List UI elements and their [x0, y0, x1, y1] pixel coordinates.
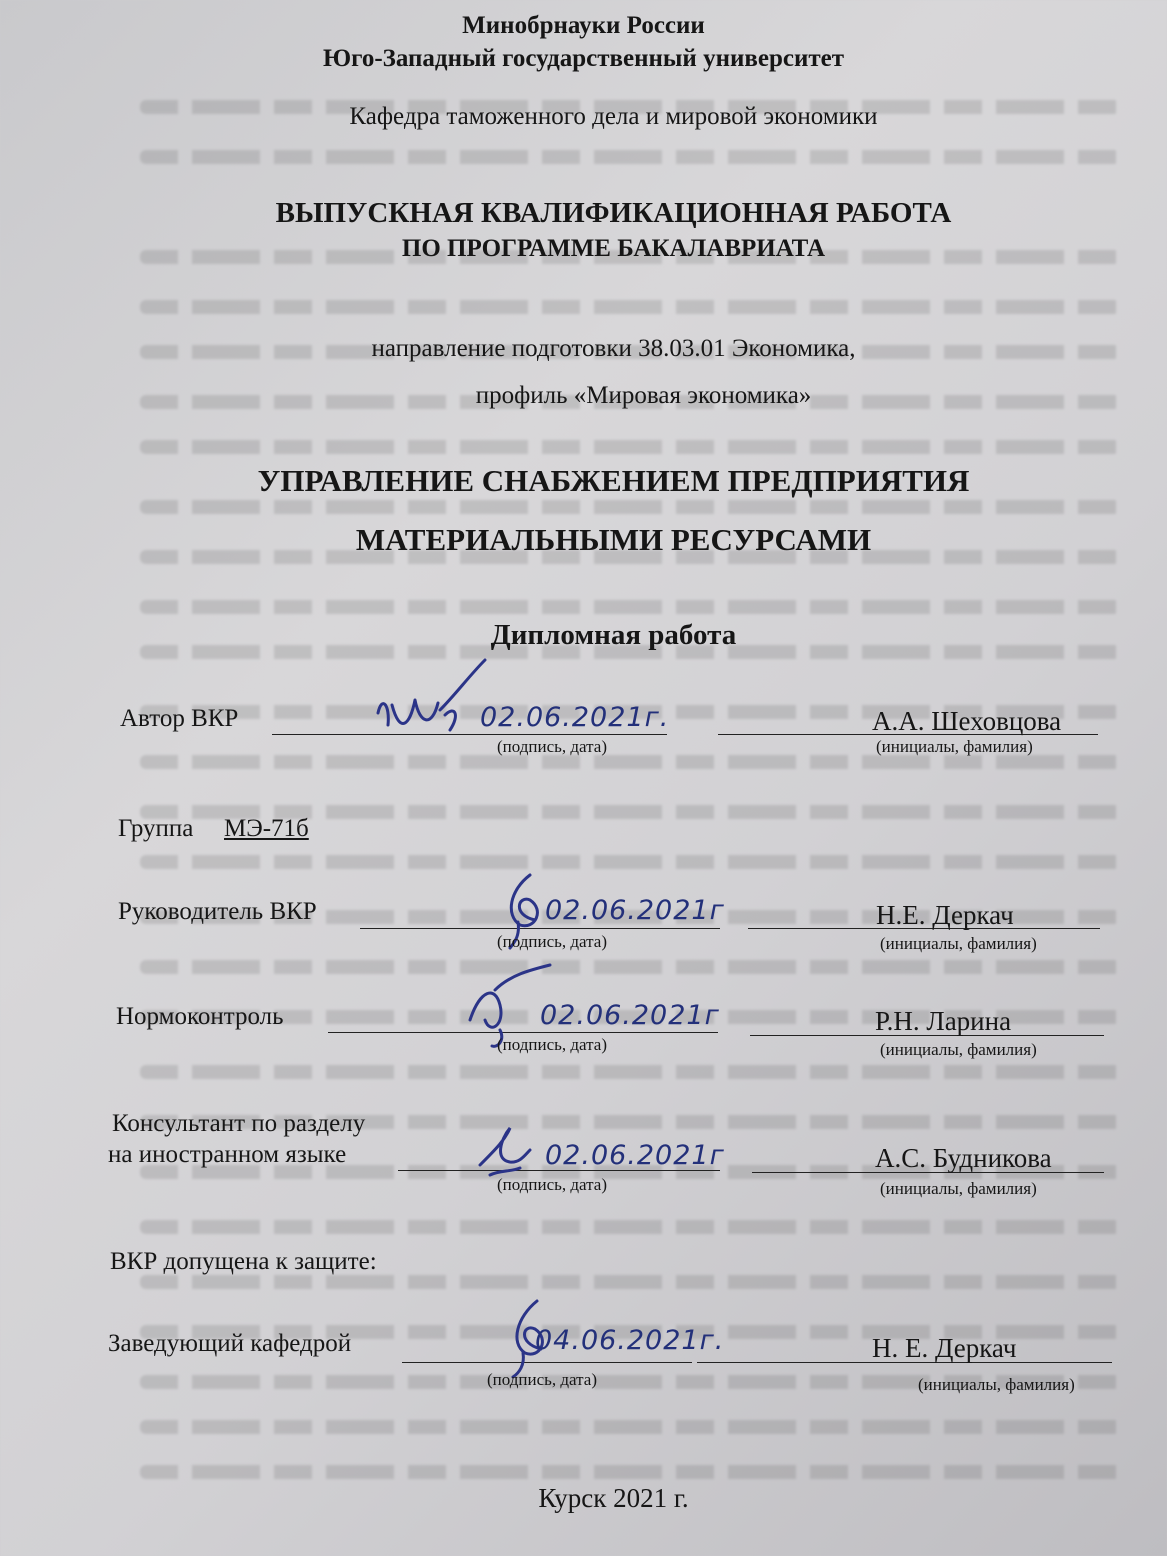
work-type-line1: ВЫПУСКНАЯ КВАЛИФИКАЦИОННАЯ РАБОТА: [275, 197, 952, 229]
department-name: Кафедра таможенного дела и мировой экономики: [349, 103, 878, 130]
ministry-name: Минобрнауки России: [462, 12, 705, 39]
admission-label: ВКР допущена к защите:: [110, 1248, 377, 1275]
work-kind: Дипломная работа: [490, 619, 737, 651]
author-signature-date: 02.06.2021г.: [480, 702, 670, 733]
city-year: Курск 2021 г.: [538, 1483, 689, 1513]
thesis-title-line1: УПРАВЛЕНИЕ СНАБЖЕНИЕМ ПРЕДПРИЯТИЯ: [257, 463, 970, 498]
head-label: Заведующий кафедрой: [108, 1330, 352, 1357]
head-name: Н. Е. Деркач: [872, 1333, 1017, 1363]
author-label: Автор ВКР: [120, 705, 239, 732]
work-type-line2: ПО ПРОГРАММЕ БАКАЛАВРИАТА: [401, 235, 826, 262]
author-signature: [360, 655, 500, 750]
consultant-caption-sign: (подпись, дата): [497, 1175, 608, 1194]
head-caption-sign: (подпись, дата): [487, 1370, 598, 1389]
study-profile: профиль «Мировая экономика»: [475, 382, 812, 409]
normcontrol-name: Р.Н. Ларина: [875, 1006, 1012, 1036]
university-name: Юго-Западный государственный университет: [322, 45, 845, 72]
consultant-signature-date: 02.06.2021г: [545, 1140, 725, 1171]
supervisor-caption-initials: (инициалы, фамилия): [880, 934, 1037, 953]
supervisor-signature-date: 02.06.2021г: [545, 895, 725, 926]
supervisor-name: Н.Е. Деркач: [876, 900, 1014, 930]
head-signature-date: 04.06.2021г.: [535, 1325, 725, 1356]
consultant-caption-initials: (инициалы, фамилия): [880, 1179, 1037, 1198]
author-caption-sign: (подпись, дата): [497, 737, 608, 756]
study-direction: направление подготовки 38.03.01 Экономика,: [371, 335, 856, 362]
consultant-label-line2: на иностранном языке: [108, 1141, 347, 1168]
author-name: А.А. Шеховцова: [872, 706, 1062, 736]
normcontrol-caption-sign: (подпись, дата): [497, 1035, 608, 1054]
head-caption-initials: (инициалы, фамилия): [918, 1375, 1075, 1394]
consultant-label-line1: Консультант по разделу: [112, 1110, 366, 1137]
supervisor-label: Руководитель ВКР: [118, 898, 317, 925]
group-label: Группа: [118, 815, 194, 842]
consultant-name: А.С. Будникова: [875, 1143, 1052, 1173]
group-value: МЭ-71б: [224, 815, 309, 842]
thesis-title-line2: МАТЕРИАЛЬНЫМИ РЕСУРСАМИ: [355, 522, 872, 557]
author-caption-initials: (инициалы, фамилия): [876, 737, 1033, 756]
normcontrol-caption-initials: (инициалы, фамилия): [880, 1040, 1037, 1059]
normcontrol-signature-date: 02.06.2021г: [540, 1000, 720, 1031]
supervisor-caption-sign: (подпись, дата): [497, 932, 608, 951]
normcontrol-label: Нормоконтроль: [116, 1003, 284, 1030]
